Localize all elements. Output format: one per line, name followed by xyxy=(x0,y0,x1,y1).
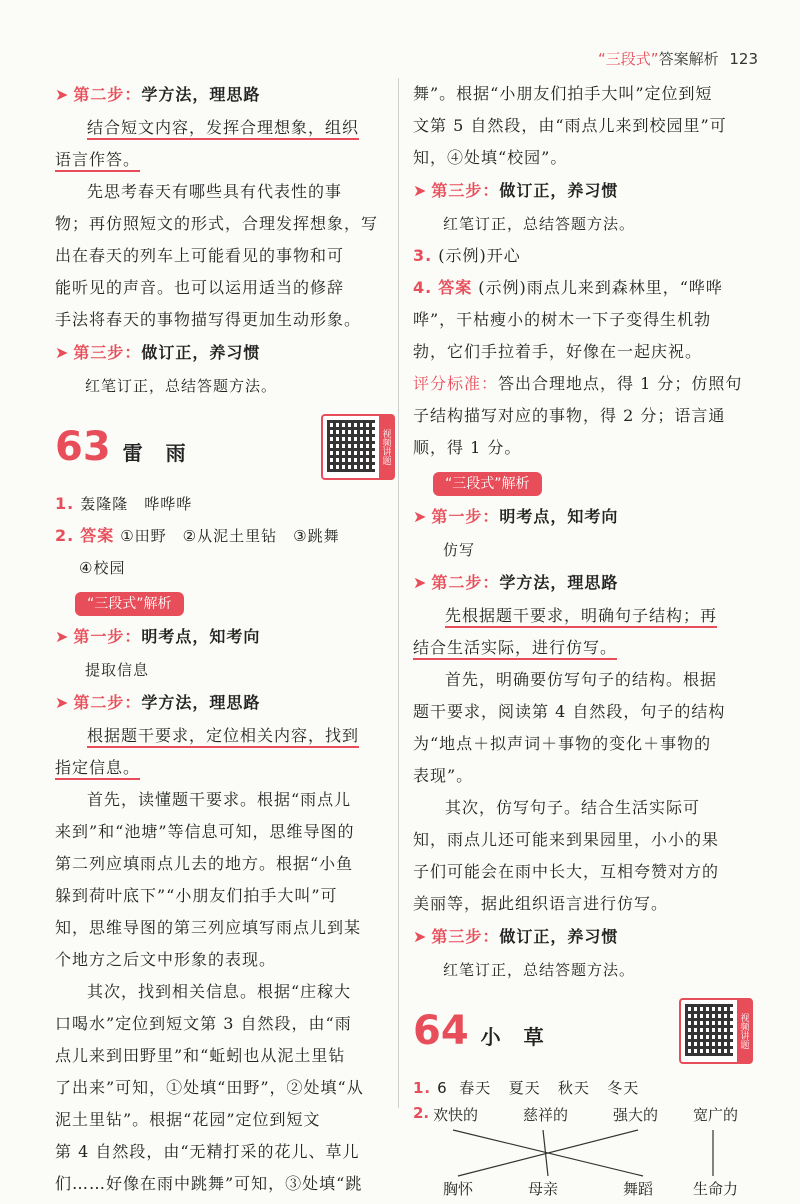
text-line: 表现”。 xyxy=(413,766,474,785)
text-line: 口喝水”定位到短文第 3 自然段，由“雨 xyxy=(55,1014,352,1033)
header-title: 答案解析 xyxy=(658,50,719,68)
match-bottom-word: 胸怀 xyxy=(443,1180,474,1198)
text-line: 题干要求，阅读第 4 自然段，句子的结构 xyxy=(413,702,726,721)
text-line: 点儿来到田野里”和“蚯蚓也从泥土里钻 xyxy=(55,1046,346,1065)
text-line: 哗”，干枯瘦小的树木一下子变得生机勃 xyxy=(413,310,712,329)
text-line: 其次，找到相关信息。根据“庄稼大 xyxy=(87,982,352,1001)
text-line: 了出来”可知，①处填“田野”，②处填“从 xyxy=(55,1078,364,1097)
match-top-word: 强大的 xyxy=(613,1106,659,1124)
question-2-cont: ④校园 xyxy=(79,559,126,577)
step-three-text: 红笔订正，总结答题方法。 xyxy=(443,215,636,233)
text-line: 指定信息。 xyxy=(55,758,141,777)
text-line: 为“地点＋拟声词＋事物的变化＋事物的 xyxy=(413,734,712,753)
text-line: 语言作答。 xyxy=(55,150,141,169)
text-line: 们……好像在雨中跳舞”可知，③处填“跳 xyxy=(55,1174,363,1193)
page-header xyxy=(598,48,758,69)
text-line: 物；再仿照短文的形式，合理发挥想象，写 xyxy=(55,214,379,233)
text-line: 结合短文内容，发挥合理想象，组织 xyxy=(87,118,360,137)
lesson-64-header xyxy=(413,996,753,1066)
step-one-text: 仿写 xyxy=(443,541,476,559)
match-bottom-word: 母亲 xyxy=(528,1180,559,1198)
lesson-title: 雷 雨 xyxy=(122,441,194,465)
step-one-heading: ➤ 第一步：明考点，知考向 xyxy=(55,627,261,646)
text-line: 舞”。根据“小朋友们拍手大叫”定位到短 xyxy=(413,84,713,103)
match-top-word: 欢快的 xyxy=(433,1106,479,1124)
page-number: 123 xyxy=(729,50,758,68)
match-bottom-word: 舞蹈 xyxy=(623,1180,654,1198)
question-1: 1. 6 春天 夏天 秋天 冬天 xyxy=(413,1079,640,1097)
lesson-title: 小 草 xyxy=(480,1025,552,1049)
text-line: 出在春天的列车上可能看见的事物和可 xyxy=(55,246,345,265)
text-line: 先思考春天有哪些具有代表性的事 xyxy=(87,182,343,201)
text-line: 知，雨点儿还可能来到果园里，小小的果 xyxy=(413,830,720,849)
text-line: 美丽等，据此组织语言进行仿写。 xyxy=(413,894,669,913)
left-column xyxy=(55,78,395,1200)
matching-diagram: 2. 欢快的 慈祥的 强大的 宽广的 胸怀 母亲 舞蹈 生命力 xyxy=(413,1104,753,1204)
text-line: 首先，读懂题干要求。根据“雨点儿 xyxy=(87,790,352,809)
step-three-text: 红笔订正，总结答题方法。 xyxy=(85,377,278,395)
step-two-heading: ➤ 第二步：学方法，理思路 xyxy=(55,693,261,712)
lesson-number: 63 xyxy=(55,424,111,470)
column-divider xyxy=(398,78,399,1108)
question-1: 1. 轰隆隆 哗哗哗 xyxy=(55,494,193,513)
text-line: 子结构描写对应的事物，得 2 分；语言通 xyxy=(413,406,726,425)
match-top-word: 慈祥的 xyxy=(523,1106,569,1124)
text-line: 首先，明确要仿写句子的结构。根据 xyxy=(445,670,718,689)
text-line: 能听见的声音。也可以运用适当的修辞 xyxy=(55,278,345,297)
step-one-heading: ➤ 第一步：明考点，知考向 xyxy=(413,507,619,526)
text-line: 泥土里钻”。根据“花园”定位到短文 xyxy=(55,1110,321,1129)
analysis-tag: “三段式”解析 xyxy=(433,472,542,496)
step-one-text: 提取信息 xyxy=(85,661,150,679)
text-line: 知，④处填“校园”。 xyxy=(413,148,568,167)
lesson-63-header xyxy=(55,412,395,482)
text-line: 根据题干要求，定位相关内容，找到 xyxy=(87,726,360,745)
text-line: 第 4 自然段，由“无精打采的花儿、草儿 xyxy=(55,1142,360,1161)
qr-label: 视频讲题 xyxy=(737,1000,751,1062)
lesson-number: 64 xyxy=(413,1008,469,1054)
text-line: 躲到荷叶底下”“小朋友们拍手大叫”可 xyxy=(55,886,338,905)
text-line: 其次，仿写句子。结合生活实际可 xyxy=(445,798,701,817)
step-three-text: 红笔订正，总结答题方法。 xyxy=(443,961,636,979)
step-three-heading: ➤ 第三步：做订正，养习惯 xyxy=(55,343,261,362)
step-three-heading: ➤ 第三步：做订正，养习惯 xyxy=(413,181,619,200)
text-line: 结合生活实际，进行仿写。 xyxy=(413,638,618,657)
match-bottom-word: 生命力 xyxy=(693,1180,739,1198)
step-three-heading: ➤ 第三步：做订正，养习惯 xyxy=(413,927,619,946)
header-brand: “三段式” xyxy=(598,50,659,68)
qr-code[interactable] xyxy=(679,998,753,1064)
text-line: 先根据题干要求，明确句子结构；再 xyxy=(445,606,718,625)
qr-code[interactable] xyxy=(321,414,395,480)
qr-label: 视频讲题 xyxy=(379,416,393,478)
right-column xyxy=(413,78,753,1204)
text-line: 手法将春天的事物描写得更加生动形象。 xyxy=(55,310,362,329)
text-line: 来到”和“池塘”等信息可知，思维导图的 xyxy=(55,822,355,841)
match-top-word: 宽广的 xyxy=(693,1106,739,1124)
step-two-heading: ➤ 第二步：学方法，理思路 xyxy=(55,85,261,104)
question-2: 2. 答案 ①田野 ②从泥土里钻 ③跳舞 xyxy=(55,526,340,545)
question-3: 3. (示例)开心 xyxy=(413,246,521,265)
question-4: 4. 答案 (示例)雨点儿来到森林里，“哗哗 xyxy=(413,278,723,297)
scoring-criteria: 评分标准：答出合理地点，得 1 分；仿照句 xyxy=(413,374,743,393)
step-two-heading: ➤ 第二步：学方法，理思路 xyxy=(413,573,619,592)
text-line: 第二列应填雨点儿去的地方。根据“小鱼 xyxy=(55,854,354,873)
text-line: 知，思维导图的第三列应填写雨点儿到某 xyxy=(55,918,362,937)
text-line: 子们可能会在雨中长大，互相夸赞对方的 xyxy=(413,862,720,881)
text-line: 顺，得 1 分。 xyxy=(413,438,522,457)
text-line: 文第 5 自然段，由“雨点儿来到校园里”可 xyxy=(413,116,727,135)
analysis-tag: “三段式”解析 xyxy=(75,592,184,616)
text-line: 个地方之后文中形象的表现。 xyxy=(55,950,277,969)
text-line: 勃，它们手拉着手，好像在一起庆祝。 xyxy=(413,342,703,361)
